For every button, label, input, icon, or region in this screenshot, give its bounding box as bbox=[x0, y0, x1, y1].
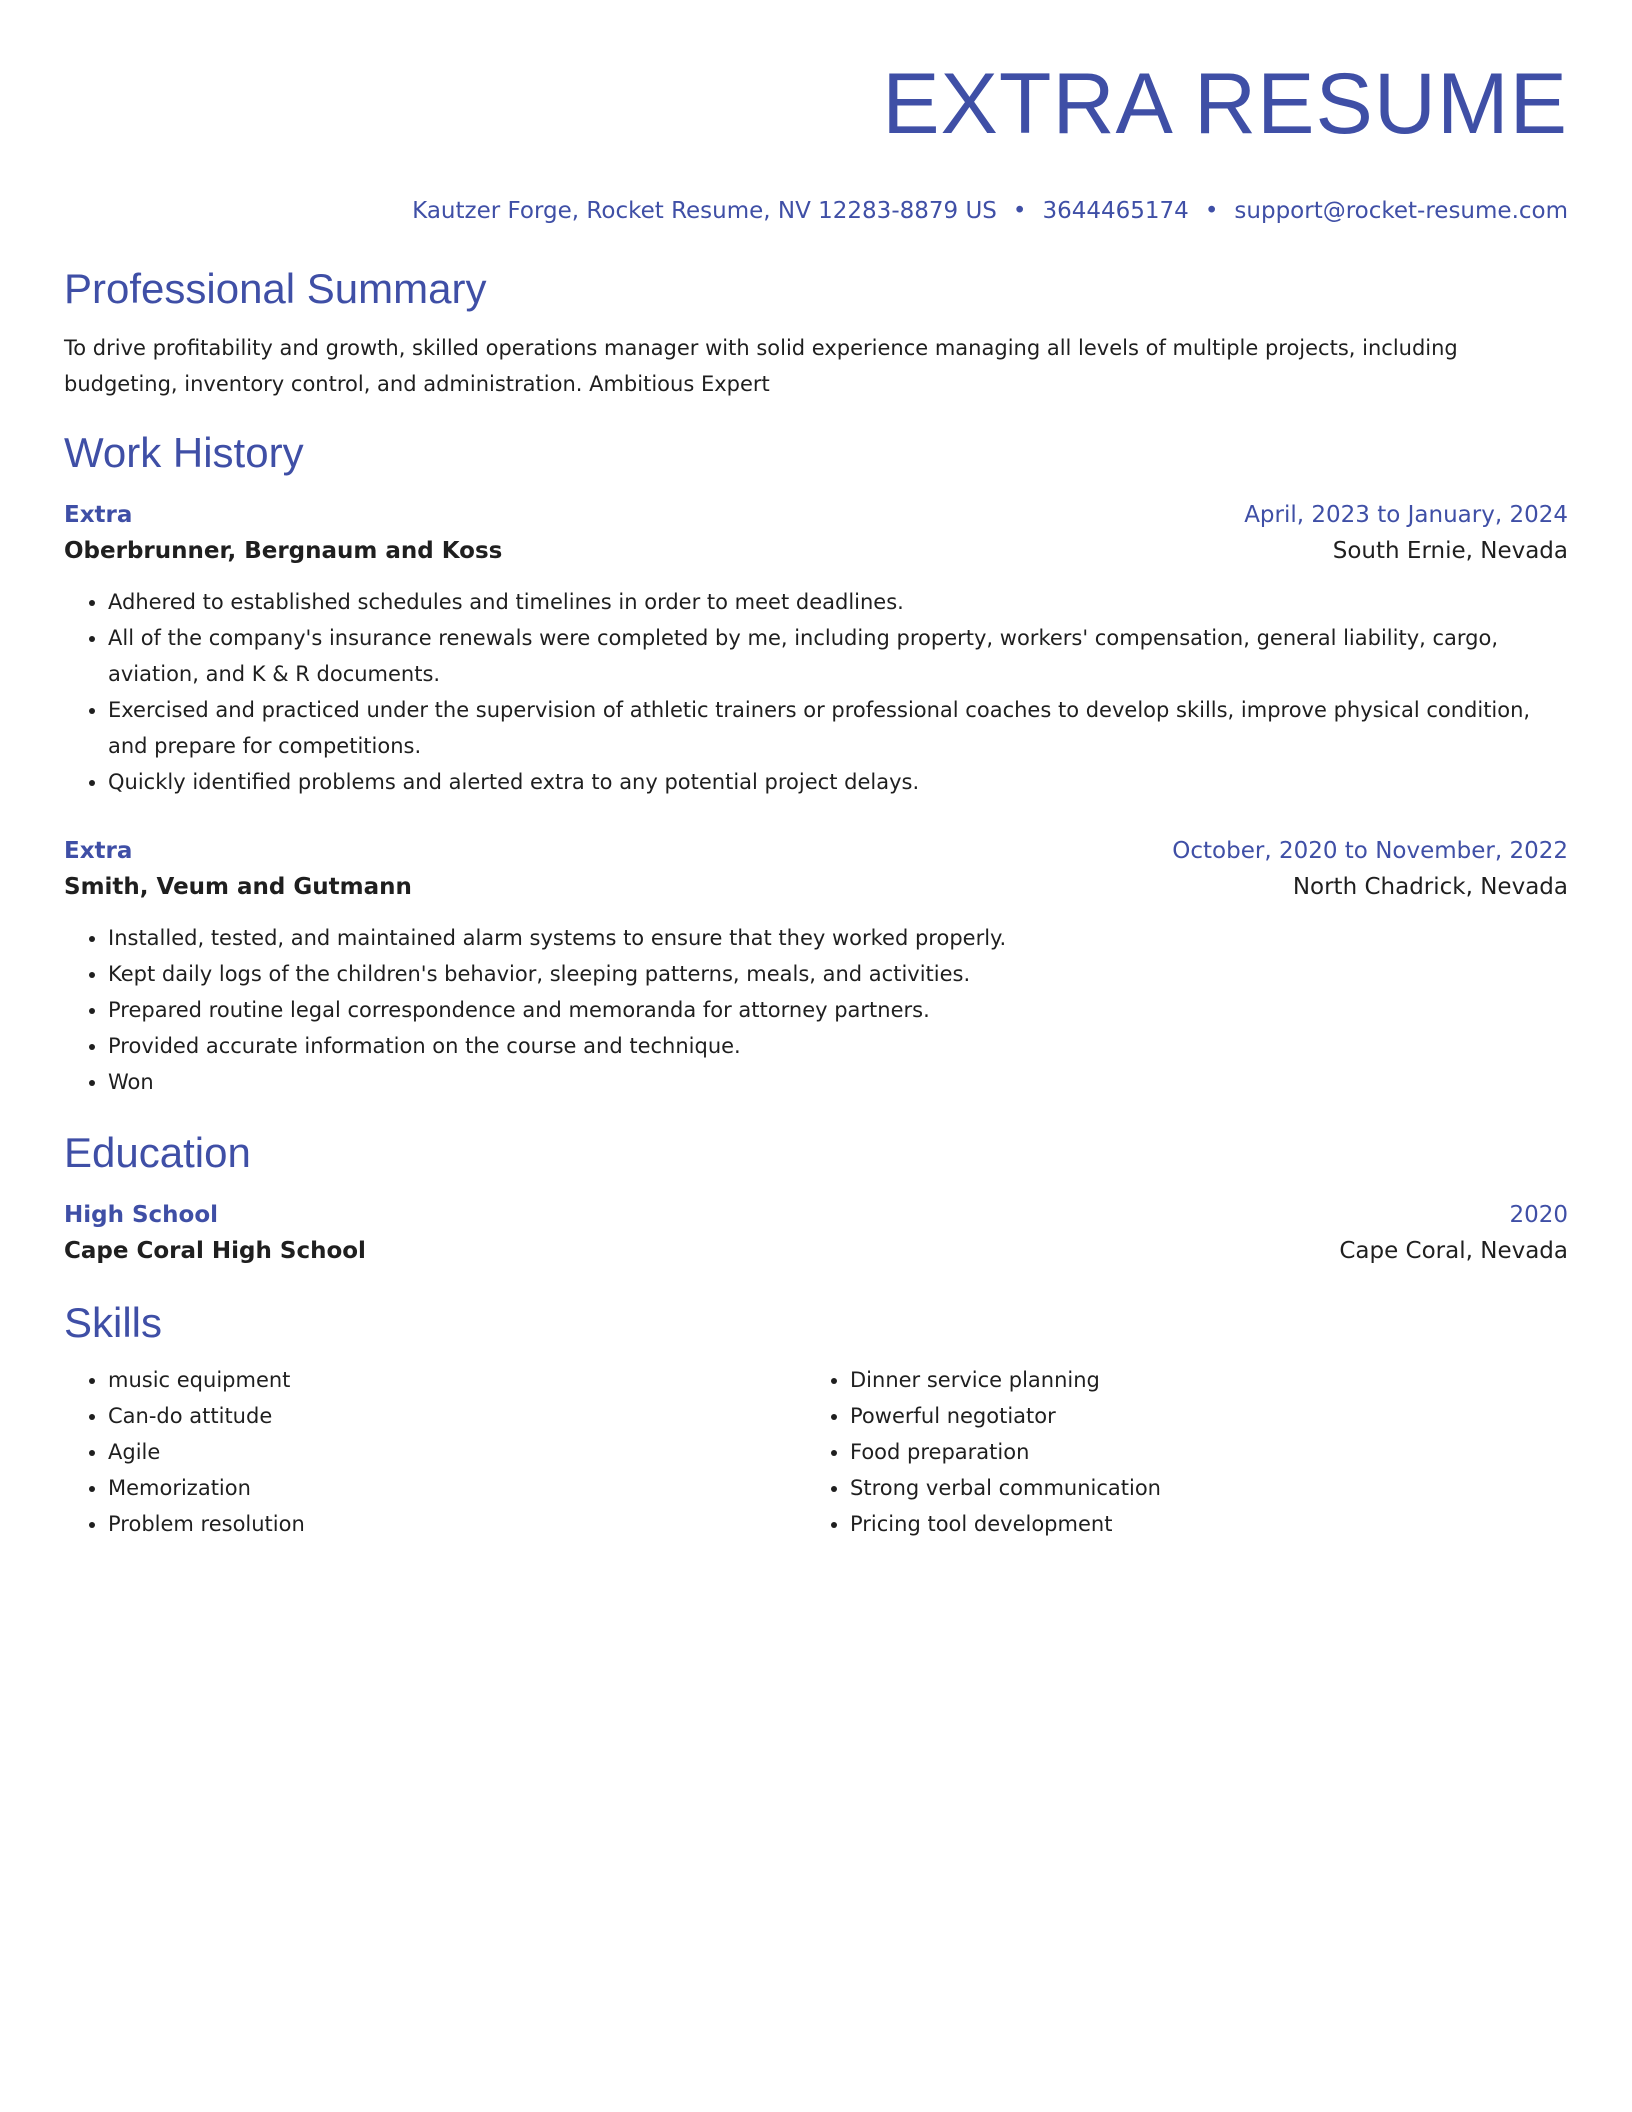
contact-line bbox=[64, 196, 1568, 226]
contact-email: support@rocket-resume.com bbox=[1234, 198, 1568, 224]
education-heading: Education bbox=[64, 1129, 251, 1176]
job-role: Extra bbox=[64, 838, 133, 864]
job-dates: October, 2020 to November, 2022 bbox=[1172, 838, 1568, 864]
education-school: Cape Coral High School bbox=[64, 1238, 366, 1264]
contact-address: Kautzer Forge, Rocket Resume, NV 12283-8879 US bbox=[412, 198, 997, 224]
contact-phone: 3644465174 bbox=[1042, 198, 1189, 224]
skills-heading: Skills bbox=[64, 1299, 163, 1346]
list-item: • Quickly identified problems and alerted extra to any potential project delays. bbox=[108, 764, 1568, 800]
list-item: • All of the company's insurance renewals were completed by me, including property, workers' compensation, general liability, cargo, aviation, and K & R documents. bbox=[108, 620, 1568, 692]
job-bullets bbox=[64, 920, 1568, 1100]
job-company: Oberbrunner, Bergnaum and Koss bbox=[64, 538, 503, 564]
job-company: Smith, Veum and Gutmann bbox=[64, 874, 412, 900]
resume-page bbox=[64, 0, 1568, 1542]
list-item: • Strong verbal communication bbox=[850, 1470, 1548, 1506]
candidate-name: EXTRA RESUME bbox=[882, 56, 1568, 152]
contact-separator: • bbox=[1012, 198, 1027, 224]
list-item: • Won bbox=[108, 1064, 1568, 1100]
education-location: Cape Coral, Nevada bbox=[1339, 1238, 1568, 1264]
list-item: • Problem resolution bbox=[108, 1506, 806, 1542]
job-role: Extra bbox=[64, 502, 133, 528]
list-item: • Agile bbox=[108, 1434, 806, 1470]
list-item: • Installed, tested, and maintained alarm systems to ensure that they worked properly. bbox=[108, 920, 1568, 956]
job-entry bbox=[64, 498, 1568, 800]
list-item: • Exercised and practiced under the supervision of athletic trainers or professional coaches to develop skills, improve physical condition, and prepare for competitions. bbox=[108, 692, 1568, 764]
list-item: • music equipment bbox=[108, 1362, 806, 1398]
job-location: North Chadrick, Nevada bbox=[1292, 874, 1568, 900]
list-item: • Food preparation bbox=[850, 1434, 1548, 1470]
job-bullets bbox=[64, 584, 1568, 800]
job-entry bbox=[64, 834, 1568, 1100]
contact-separator: • bbox=[1204, 198, 1219, 224]
job-location: South Ernie, Nevada bbox=[1332, 538, 1568, 564]
education-degree: High School bbox=[64, 1202, 219, 1228]
skills-left-list bbox=[64, 1362, 806, 1542]
job-dates: April, 2023 to January, 2024 bbox=[1244, 502, 1568, 528]
list-item: • Can-do attitude bbox=[108, 1398, 806, 1434]
list-item: • Provided accurate information on the course and technique. bbox=[108, 1028, 1568, 1064]
work-history-heading: Work History bbox=[64, 429, 304, 476]
summary-heading: Professional Summary bbox=[64, 265, 487, 312]
skills-right-list bbox=[806, 1362, 1548, 1542]
list-item: • Memorization bbox=[108, 1470, 806, 1506]
list-item: • Dinner service planning bbox=[850, 1362, 1548, 1398]
list-item: • Adhered to established schedules and timelines in order to meet deadlines. bbox=[108, 584, 1568, 620]
list-item: • Powerful negotiator bbox=[850, 1398, 1548, 1434]
list-item: • Prepared routine legal correspondence and memoranda for attorney partners. bbox=[108, 992, 1568, 1028]
summary-text: To drive profitability and growth, skilled operations manager with solid experience managing all levels of multiple projects, including budgeting, inventory control, and administration. Ambitious Expert bbox=[64, 336, 1458, 396]
list-item: • Pricing tool development bbox=[850, 1506, 1548, 1542]
education-entry bbox=[64, 1198, 1568, 1270]
education-year: 2020 bbox=[1509, 1202, 1568, 1228]
skills-columns bbox=[64, 1362, 1568, 1542]
resume-header bbox=[64, 0, 1568, 226]
list-item: • Kept daily logs of the children's behavior, sleeping patterns, meals, and activities. bbox=[108, 956, 1568, 992]
